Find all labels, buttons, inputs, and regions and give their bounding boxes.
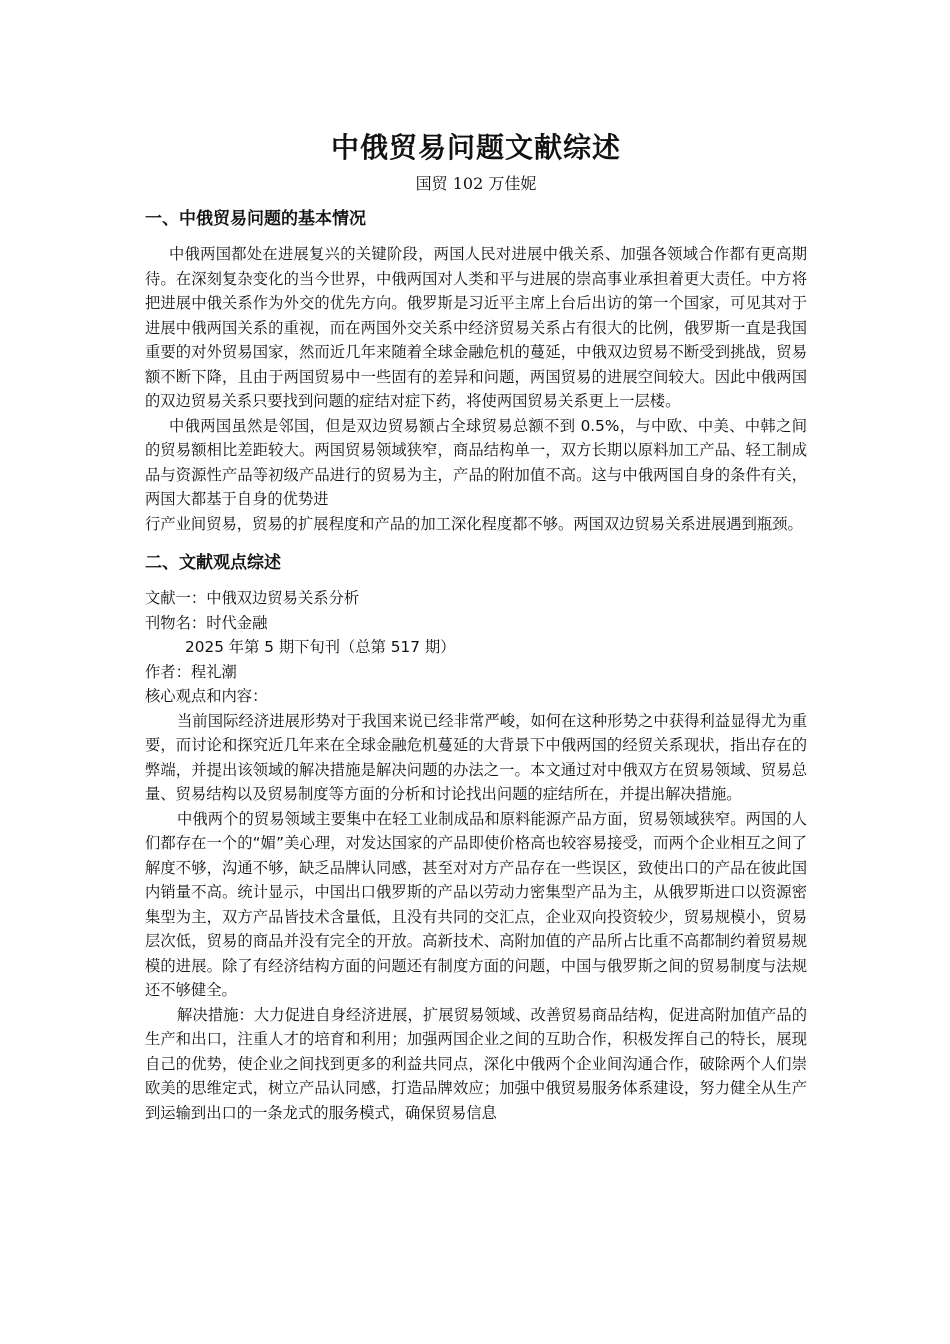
journal-name-line: 刊物名：时代金融 [145,613,268,632]
document-author: 国贸 102 万佳妮 [415,174,537,193]
core-viewpoint-label: 核心观点和内容： [145,687,268,705]
section-heading-literature-review: 二、文献观点综述 [145,553,281,573]
section-heading-basic-situation: 一、中俄贸易问题的基本情况 [145,209,366,229]
literature-title-line: 文献一：中俄双边贸易关系分析 [145,589,360,607]
issue-line: 2025 年第 5 期下旬刊（总第 517 期） [185,638,456,656]
paragraph-background: 中俄两国都处在进展复兴的关键阶段，两国人民对进展中俄关系、加强各领域合作都有更高期待。在深刻复杂变化的当今世界，中俄两国对人类和平与进展的崇高事业承担着更大责任。中方将把进展中俄关系作为外交的优先方向。俄罗斯是习近平主席上台后出访的第一个国家，可见其对于进展中俄两国关系的重视，而在两国外交关系中经济贸易关系占有很大的比例，俄罗斯一直是我国重要的对外贸易国家，然而近几年来随着全球金融危机的蔓延，中俄双边贸易不断受到挑战，贸易额不断下降，且由于两国贸易中一些固有的差异和问题，两国贸易的进展空间较大。因此中俄两国的双边贸易关系只要找到问题的症结对症下药，将使两国贸易关系更上一层楼。 [145,245,807,410]
literature-author-line: 作者：程礼潮 [145,662,237,681]
document-page [145,128,807,1125]
document-title: 中俄贸易问题文献综述 [330,131,621,164]
paragraph-review-problems: 中俄两个的贸易领域主要集中在轻工业制成品和原料能源产品方面，贸易领域狭窄。两国的人们都存在一个的“媚”美心理，对发达国家的产品即使价格高也较容易接受，而两个企业相互之间了解度不够，沟通不够，缺乏品牌认同感，甚至对对方产品存在一些误区，致使出口的产品在彼此国内销量不高。统计显示，中国出口俄罗斯的产品以劳动力密集型产品为主，从俄罗斯进口以资源密集型为主，双方产品皆技术含量低，且没有共同的交汇点，企业双向投资较少，贸易规模小，贸易层次低，贸易的商品并没有完全的开放。高新技术、高附加值的产品所占比重不高都制约着贸易规模的进展。除了有经济结构方面的问题还有制度方面的问题，中国与俄罗斯之间的贸易制度与法规还不够健全。 [145,809,807,999]
paragraph-trade-bottleneck: 行产业间贸易，贸易的扩展程度和产品的加工深化程度都不够。两国双边贸易关系进展遇到瓶颈。 [145,514,803,533]
paragraph-review-intro: 当前国际经济进展形势对于我国来说已经非常严峻，如何在这种形势之中获得利益显得尤为重要，而讨论和探究近几年来在全球金融危机蔓延的大背景下中俄两国的经贸关系现状，指出存在的弊端，并提出该领域的解决措施是解决问题的办法之一。本文通过对中俄双方在贸易领域、贸易总量、贸易结构以及贸易制度等方面的分析和讨论找出问题的症结所在，并提出解决措施。 [145,711,807,803]
paragraph-trade-scale: 中俄两国虽然是邻国，但是双边贸易额占全球贸易总额不到 0.5%，与中欧、中美、中韩之间的贸易额相比差距较大。两国贸易领域狭窄，商品结构单一，双方长期以原料加工产品、轻工制成品与资源性产品等初级产品进行的贸易为主，产品的附加值不高。这与中俄两国自身的条件有关，两国大都基于自身的优势进 [145,416,807,508]
paragraph-review-solutions: 解决措施：大力促进自身经济进展，扩展贸易领域、改善贸易商品结构，促进高附加值产品的生产和出口，注重人才的培育和利用；加强两国企业之间的互助合作，积极发挥自己的特长，展现自己的优势，使企业之间找到更多的利益共同点，深化中俄两个企业间沟通合作，破除两个人们崇欧美的思维定式，树立产品认同感，打造品牌效应；加强中俄贸易服务体系建设，努力健全从生产到运输到出口的一条龙式的服务模式，确保贸易信息 [145,1005,807,1122]
